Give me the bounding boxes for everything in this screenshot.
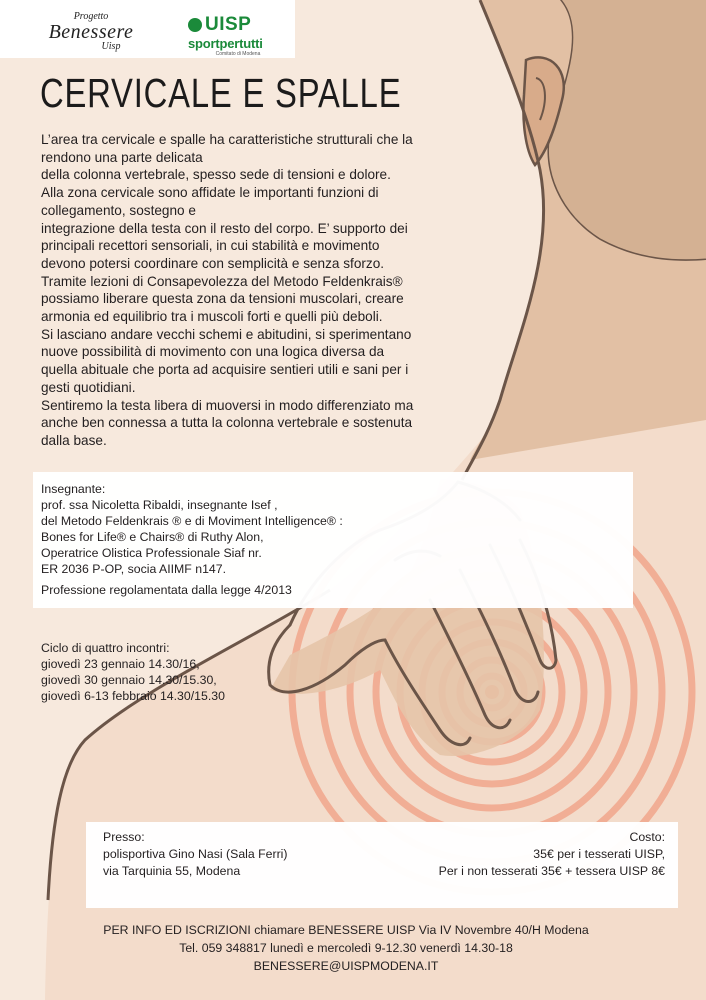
intro-paragraph (41, 131, 451, 450)
intro-line: rendono una parte delicata (41, 149, 203, 165)
contact-email[interactable]: BENESSERE@UISPMODENA.IT (253, 959, 439, 973)
intro-line: Tramite lezioni di Consapevolezza del Metodo Feldenkrais® (41, 273, 403, 289)
teacher-line: del Metodo Feldenkrais ® e di Moviment Intelligence® : (41, 514, 343, 528)
schedule-date: giovedì 6-13 febbraio 14.30/15.30 (41, 689, 225, 703)
schedule-heading: Ciclo di quattro incontri: (41, 641, 170, 655)
contact-info (86, 921, 606, 975)
cost-members: 35€ per i tesserati UISP, (533, 847, 665, 861)
cost-heading: Costo: (629, 830, 665, 844)
intro-line: L’area tra cervicale e spalle ha caratteristiche strutturali che la (41, 132, 413, 147)
venue-address: via Tarquinia 55, Modena (103, 864, 241, 878)
uisp-logo (188, 14, 288, 57)
intro-line: principali recettori sensoriali, in cui stabilità e movimento (41, 238, 380, 254)
intro-line: collegamento, sostegno e (41, 202, 196, 218)
benessere-logo-top: Progetto (73, 11, 109, 22)
teacher-note: Professione regolamentata dalla legge 4/2013 (41, 583, 292, 597)
cost-info (439, 829, 665, 880)
intro-line: quella abituale che porta ad acquisire sentieri utili e sani per i (41, 362, 409, 378)
uisp-runner-icon (188, 18, 202, 32)
teacher-info (41, 481, 343, 598)
contact-line: PER INFO ED ISCRIZIONI chiamare BENESSERE UISP Via IV Novembre 40/H Modena (103, 923, 589, 937)
intro-line: Alla zona cervicale sono affidate le importanti funzioni di (41, 185, 379, 201)
contact-phone: Tel. 059 348817 lunedì e mercoledì 9-12.30 venerdì 14.30-18 (179, 941, 513, 955)
venue-name: polisportiva Gino Nasi (Sala Ferri) (103, 847, 288, 861)
intro-line: gesti quotidiani. (41, 379, 136, 395)
intro-line: dalla base. (41, 432, 107, 448)
intro-line: della colonna vertebrale, spesso sede di tensioni e dolore. (41, 167, 391, 183)
intro-line: devono potersi coordinare con semplicità e senza sforzo. (41, 255, 385, 271)
teacher-line: Operatrice Olistica Professionale Siaf nr. (41, 546, 262, 560)
schedule-date: giovedì 23 gennaio 14.30/16, (41, 657, 200, 671)
schedule-date: giovedì 30 gennaio 14.30/15.30, (41, 673, 217, 687)
page-title: CERVICALE E SPALLE (40, 70, 402, 116)
teacher-line: prof. ssa Nicoletta Ribaldi, insegnante Isef , (41, 498, 278, 512)
uisp-logo-sub: Comitato di Modena (215, 51, 261, 57)
cost-non-members: Per i non tesserati 35€ + tessera UISP 8€ (438, 864, 665, 878)
schedule (41, 640, 225, 704)
uisp-logo-tagline: sportpertutti (188, 36, 263, 51)
intro-line: anche ben connessa a tutta la colonna vertebrale e sostenuta (41, 415, 413, 431)
teacher-line: ER 2036 P-OP, socia AIIMF n147. (41, 562, 227, 576)
teacher-line: Bones for Life® e Chairs® di Ruthy Alon, (41, 530, 264, 544)
venue-heading: Presso: (103, 830, 145, 844)
uisp-logo-brand: UISP (205, 14, 252, 35)
intro-line: possiamo liberare questa zona da tensioni muscolari, creare (41, 291, 404, 307)
intro-line: armonia ed equilibrio tra i muscoli forti e quelli più deboli. (41, 309, 383, 325)
intro-line: integrazione della testa con il resto del corpo. E’ supporto dei (41, 220, 408, 236)
intro-line: nuove possibilità di movimento con una logica diversa da (41, 344, 385, 360)
benessere-logo-main: Benessere (48, 21, 134, 43)
venue-info (103, 829, 288, 880)
teacher-line: Insegnante: (41, 482, 106, 496)
intro-line: Si lasciano andare vecchi schemi e abitudini, si sperimentano (41, 326, 412, 342)
logo-strip (0, 0, 295, 58)
intro-line: Sentiremo la testa libera di muoversi in modo differenziato ma (41, 397, 414, 413)
benessere-logo (36, 12, 146, 52)
benessere-logo-bottom: Uisp (101, 41, 121, 52)
